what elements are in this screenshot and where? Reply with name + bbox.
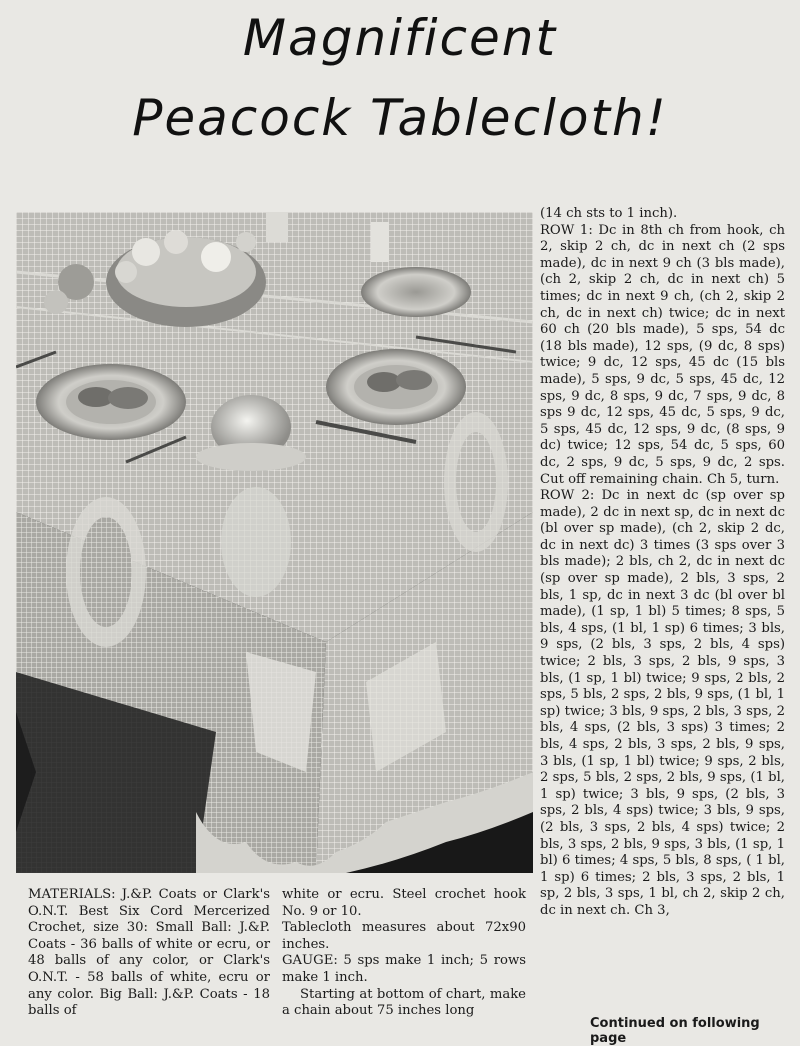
measures-text: Tablecloth measures about 72x90 inches. [282,920,526,952]
starting-text: Starting at bottom of chart, make a chain about 75 inches long [282,986,526,1019]
materials-text: MATERIALS: J.&P. Coats or Clark's O.N.T. Best Six Cord Mercerized Crochet, size 30: Small Ball: J.&P. Coats - 36 balls of white or ecru, or 48 balls of any color, or Clark's O.N.T. - 58 balls of white, ecru or any color. Big Ball: J.&P. Coats - 18 balls of [28,887,270,1019]
materials-column [28,887,270,1020]
instruction-row-2: ROW 2: Dc in next dc (sp over sp made), 2 dc in next sp, dc in next dc (bl over sp made), (ch 2, skip 2 dc, dc in next dc) 3 times (3 sps over 3 bls made); 2 bls, ch 2, dc in next dc (sp over sp made), 2 bls, 3 sps, 2 bls, 1 sp, dc in next 3 dc (bl over bl made), (1 sp, 1 bl) 5 times; 8 sps, 5 bls, 4 sps, (1 bl, 1 sp) 6 times; 3 bls, 9 sps, (2 bls, 3 sps, 2 bls, 4 sps) twice; 2 bls, 3 sps, 2 bls, 9 sps, 3 bls, (1 sp, 1 bl) twice; 9 sps, 2 bls, 2 sps, 5 bls, 2 sps, 2 bls, 9 sps, (1 bl, 1 sp) twice; 3 bls, 9 sps, 2 bls, 3 sps, 2 bls, 4 sps, (2 bls, 3 sps) 3 times; 2 bls, 4 sps, 2 bls, 3 sps, 2 bls, 9 sps, 3 bls, (1 sp, 1 bl) twice; 9 sps, 2 bls, 2 sps, 5 bls, 2 sps, 2 bls, 9 sps, (1 bl, 1 sp) twice; 3 bls, 9 sps, (2 bls, 3 sps, 2 bls, 4 sps) twice; 3 bls, 9 sps, (2 bls, 3 sps, 2 bls, 4 sps) twice; 2 bls, 3 sps, 2 bls, 9 sps, 3 bls, (1 sp, 1 bl) 6 times; 4 sps, 5 bls, 8 sps, ( 1 bl, 1 sp) 6 times; 2 bls, 3 sps, 2 bls, 1 sp, 2 bls, 3 sps, 1 bl, ch 2, skip 2 ch, dc in next ch. Ch 3, [540,488,785,918]
materials-continued-text: white or ecru. Steel crochet hook No. 9 or 10. [282,887,526,919]
instruction-gauge-note: (14 ch sts to 1 inch). [540,206,678,221]
materials-continued-column [282,887,526,1020]
instructions-column [540,206,785,920]
gauge-text: GAUGE: 5 sps make 1 inch; 5 rows make 1 inch. [282,953,526,985]
page-title-line-1: Magnificent [242,9,558,67]
tablecloth-photo [16,212,533,873]
instruction-row-1: ROW 1: Dc in 8th ch from hook, ch 2, skip 2 ch, dc in next ch (2 sps made), dc in next 9 ch (3 bls made), (ch 2, skip 2 ch, dc in next ch) 5 times; dc in next 9 ch, (ch 2, skip 2 ch, dc in next ch) twice; dc in next 60 ch (20 bls made), 5 sps, 54 dc (18 bls made), 12 sps, (9 dc, 8 sps) twice; 9 dc, 12 sps, 45 dc (15 bls made), 5 sps, 9 dc, 5 sps, 45 dc, 12 sps, 9 dc, 8 sps, 9 dc, 7 sps, 9 dc, 8 sps 9 dc, 12 sps, 45 dc, 5 sps, 9 dc, 5 sps, 45 dc, 12 sps, 9 dc, (8 sps, 9 dc) twice; 12 sps, 54 dc, 5 sps, 60 dc, 2 sps, 9 dc, 5 sps, 9 dc, 2 sps. Cut off remaining chain. Ch 5, turn. [540,222,785,487]
continued-note: Continued on following page [590,1016,760,1046]
page-title-line-2: Peacock Tablecloth! [132,89,668,147]
